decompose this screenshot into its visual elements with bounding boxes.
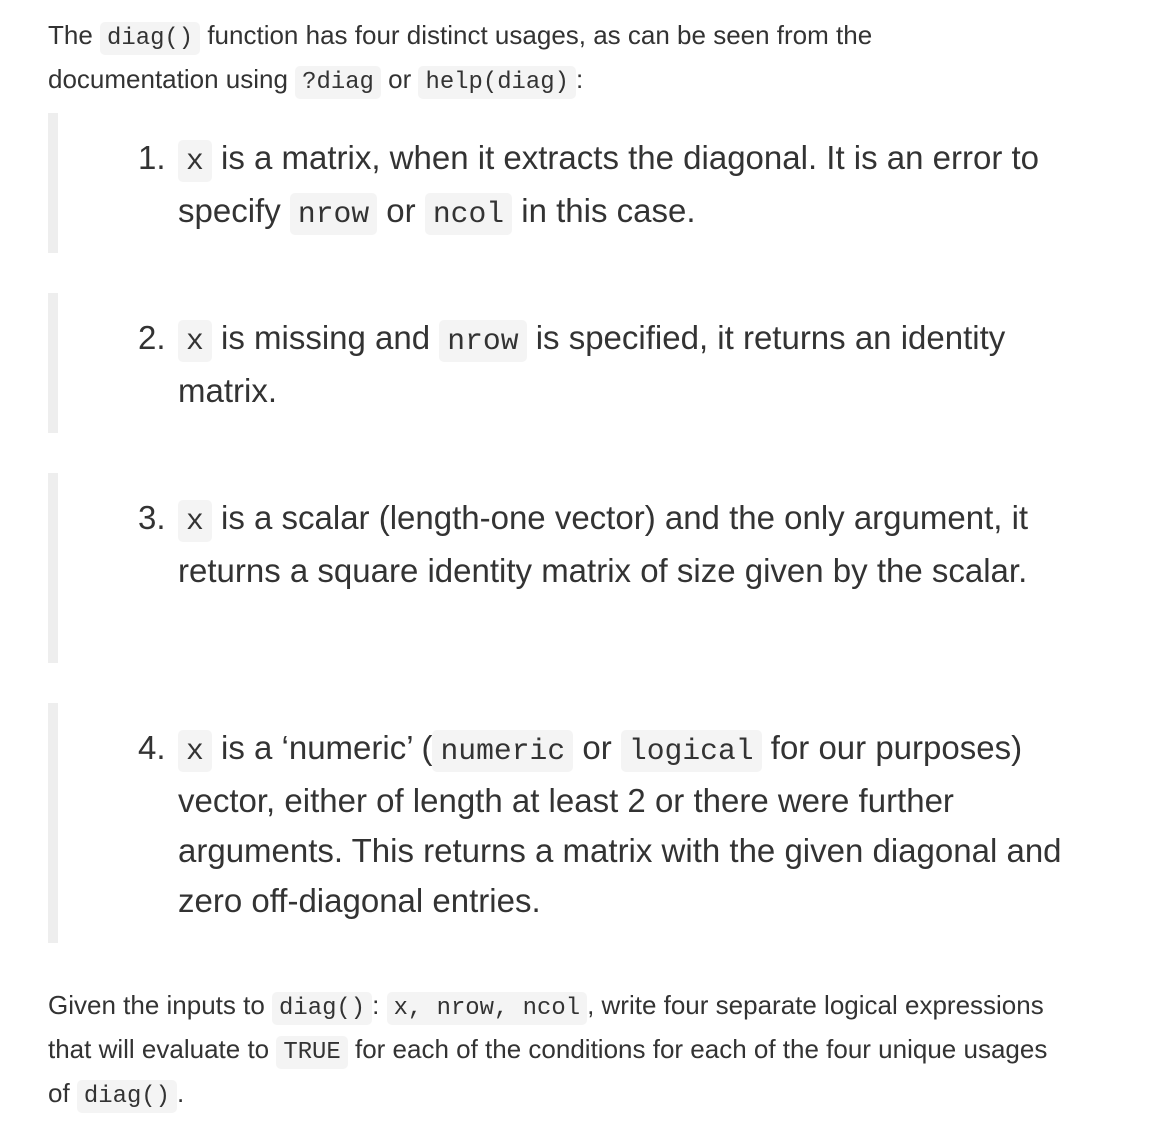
list-item: [58, 493, 1078, 596]
code-ncol: ncol: [425, 193, 512, 235]
text: , write four separate logical expressions that will evaluate to: [48, 990, 1044, 1064]
text: in this case.: [512, 192, 696, 229]
text: is a matrix, when it extracts the diagonal. It is an error to specify: [178, 139, 1040, 229]
code-help-operator: ?diag: [295, 66, 381, 99]
text: or: [573, 729, 621, 766]
text: or: [380, 64, 419, 94]
code-x: x: [178, 730, 212, 772]
list-item: [58, 133, 1108, 239]
code-nrow: nrow: [439, 320, 526, 362]
text: is a scalar (length-one vector) and the only argument, it returns a square identity matrix of size given by the scalar.: [178, 499, 1029, 589]
list-number: 1.: [138, 139, 166, 176]
code-x: x: [178, 320, 212, 362]
text: for each of the conditions for each of the four unique usages of: [48, 1034, 1048, 1108]
intro-paragraph: [48, 15, 1048, 103]
text: or: [377, 192, 425, 229]
blockquote-usage-2: [48, 293, 1108, 433]
code-x: x: [178, 140, 212, 182]
text: is missing and: [211, 319, 440, 356]
text: :: [575, 64, 584, 94]
code-x: x: [178, 500, 212, 542]
outro-paragraph: [48, 985, 1048, 1117]
list-number: 3.: [138, 499, 166, 536]
text: is a ‘numeric’ (: [211, 729, 433, 766]
list-number: 2.: [138, 319, 166, 356]
text: is specified, it returns an identity matrix.: [178, 319, 1006, 409]
text: The: [48, 20, 101, 50]
list-item: [58, 313, 1108, 416]
code-diag: diag(): [272, 992, 372, 1025]
code-true: TRUE: [276, 1036, 347, 1069]
code-help-call: help(diag): [418, 66, 575, 99]
blockquote-usage-1: [48, 113, 1108, 253]
text: for our purposes) vector, either of length at least 2 or there were further arguments. This returns a matrix with the given diagonal and zero off-diagonal entries.: [178, 729, 1062, 919]
code-logical: logical: [621, 730, 762, 772]
code-inputs: x, nrow, ncol: [387, 992, 588, 1025]
text: :: [372, 990, 387, 1020]
text: .: [177, 1078, 185, 1108]
list-item: [58, 723, 1078, 926]
code-diag: diag(): [100, 22, 200, 55]
code-diag: diag(): [77, 1080, 177, 1113]
text: Given the inputs to: [48, 990, 273, 1020]
text: function has four distinct usages, as can be seen from the documentation using: [48, 20, 873, 94]
code-numeric: numeric: [432, 730, 573, 772]
code-nrow: nrow: [290, 193, 377, 235]
blockquote-usage-3: [48, 473, 1108, 663]
list-number: 4.: [138, 729, 166, 766]
blockquote-usage-4: [48, 703, 1108, 943]
